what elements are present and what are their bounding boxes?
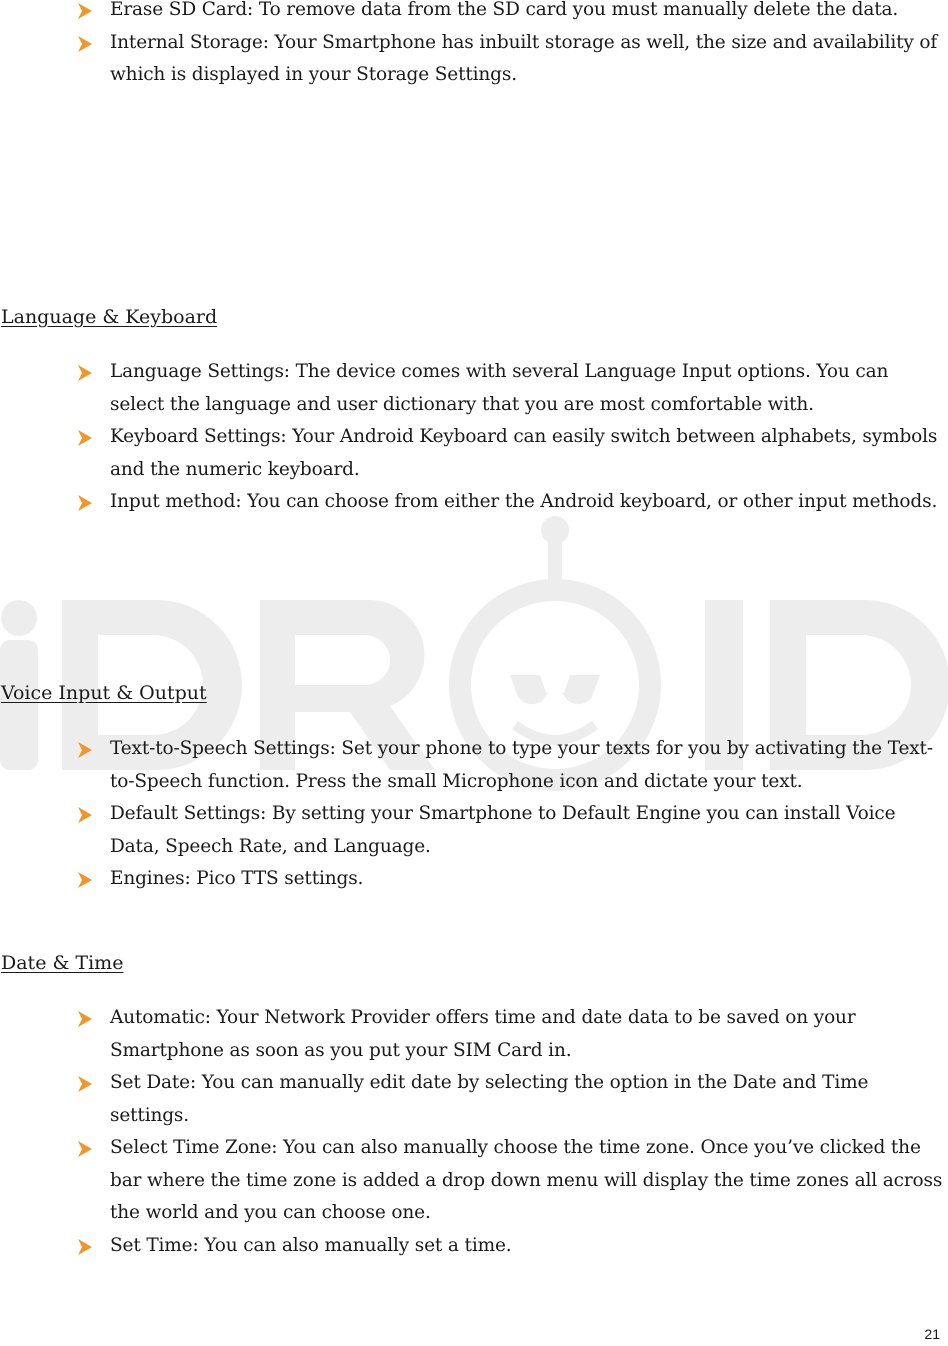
list-item: Select Time Zone: You can also manually choose the time zone. Once you’ve clicked the bar where the time zone is added a drop down menu will display the time zones all across the world and you can choose one. (0, 1132, 948, 1230)
section-heading-voice-input-output: Voice Input & Output (1, 682, 207, 704)
arrow-bullet-icon (76, 429, 94, 447)
list-item: Internal Storage: Your Smartphone has inbuilt storage as well, the size and availability of which is displayed in your Storage Settings. (0, 27, 948, 92)
arrow-bullet-icon (76, 1010, 94, 1028)
list-item: Engines: Pico TTS settings. (0, 863, 948, 896)
arrow-bullet-icon (76, 1140, 94, 1158)
section-heading-language-keyboard: Language & Keyboard (1, 306, 218, 328)
list-item: Text-to-Speech Settings: Set your phone to type your texts for you by activating the Text-to-Speech function. Press the small Microphone icon and dictate your text. (0, 733, 948, 798)
list-item: Erase SD Card: To remove data from the SD card you must manually delete the data. (0, 0, 948, 27)
arrow-bullet-icon (76, 1075, 94, 1093)
section-heading-date-time: Date & Time (1, 952, 124, 974)
arrow-bullet-icon (76, 741, 94, 759)
arrow-bullet-icon (76, 364, 94, 382)
list-item: Language Settings: The device comes with several Language Input options. You can select the language and user dictionary that you are most comfortable with. (0, 356, 948, 421)
arrow-bullet-icon (76, 494, 94, 512)
voice-input-output-bullet-list (0, 733, 948, 896)
list-item: Keyboard Settings: Your Android Keyboard can easily switch between alphabets, symbols and the numeric keyboard. (0, 421, 948, 486)
storage-bullet-list (0, 0, 948, 92)
arrow-bullet-icon (76, 1238, 94, 1256)
language-keyboard-bullet-list (0, 356, 948, 519)
list-item: Default Settings: By setting your Smartphone to Default Engine you can install Voice Data, Speech Rate, and Language. (0, 798, 948, 863)
arrow-bullet-icon (76, 806, 94, 824)
date-time-bullet-list (0, 1002, 948, 1262)
arrow-bullet-icon (76, 35, 94, 53)
page-number: 21 (924, 1326, 940, 1342)
list-item: Set Date: You can manually edit date by selecting the option in the Date and Time settings. (0, 1067, 948, 1132)
arrow-bullet-icon (76, 871, 94, 889)
list-item: Input method: You can choose from either the Android keyboard, or other input methods. (0, 486, 948, 519)
list-item: Automatic: Your Network Provider offers time and date data to be saved on your Smartphone as soon as you put your SIM Card in. (0, 1002, 948, 1067)
arrow-bullet-icon (76, 2, 94, 20)
list-item: Set Time: You can also manually set a time. (0, 1230, 948, 1263)
